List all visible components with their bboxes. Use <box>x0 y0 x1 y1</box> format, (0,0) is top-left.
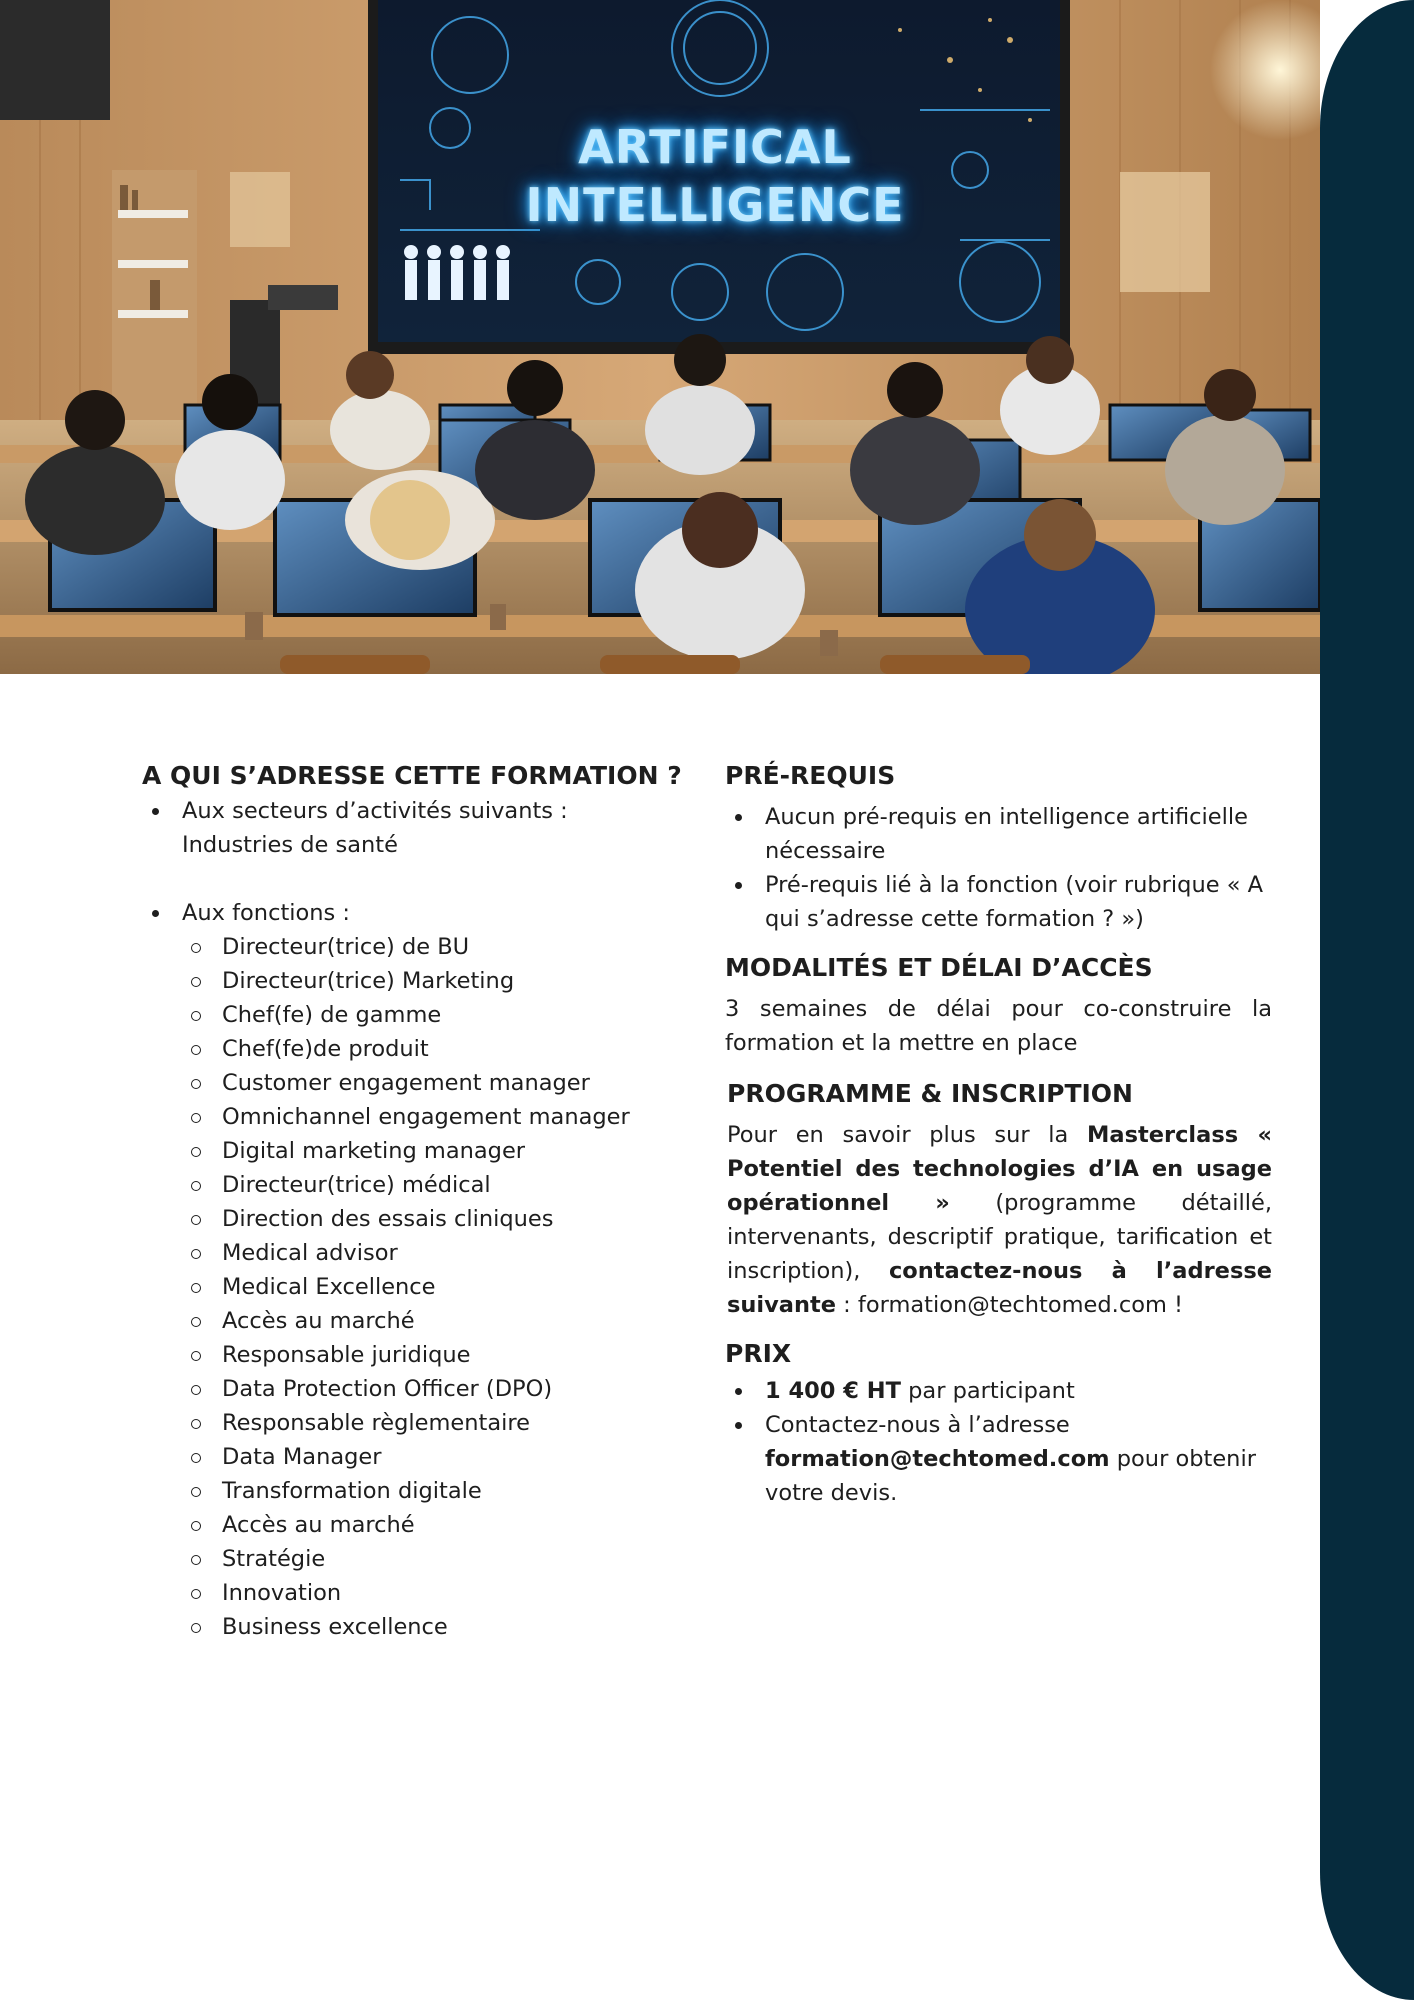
function-item: Directeur(trice) médical <box>182 1168 682 1202</box>
price-item <box>725 1374 1272 1408</box>
prerequisites-list <box>725 800 1272 936</box>
contact-email-link[interactable]: formation@techtomed.com <box>765 1446 1110 1472</box>
audience-list <box>142 794 682 862</box>
function-item: Customer engagement manager <box>182 1066 682 1100</box>
functions-item <box>142 896 682 1644</box>
price-amount: 1 400 € HT <box>765 1378 901 1404</box>
prerequisite-item: Pré-requis lié à la fonction (voir rubrique « A qui s’adresse cette formation ? ») <box>725 868 1272 936</box>
function-item: Omnichannel engagement manager <box>182 1100 682 1134</box>
price-suffix: par participant <box>900 1378 1075 1404</box>
program-text-1: Pour en savoir plus sur la <box>727 1122 1088 1148</box>
function-item: Stratégie <box>182 1542 682 1576</box>
function-item: Accès au marché <box>182 1508 682 1542</box>
details-section <box>725 762 1272 1510</box>
access-heading: MODALITÉS ET DÉLAI D’ACCÈS <box>725 953 1153 982</box>
prerequisites-heading: PRÉ-REQUIS <box>725 761 896 790</box>
program-heading: PROGRAMME & INSCRIPTION <box>727 1079 1133 1108</box>
functions-list <box>182 930 682 1644</box>
function-item: Responsable juridique <box>182 1338 682 1372</box>
quote-prefix: Contactez-nous à l’adresse <box>765 1412 1070 1438</box>
function-item: Data Protection Officer (DPO) <box>182 1372 682 1406</box>
price-heading: PRIX <box>725 1339 792 1368</box>
screen-title <box>440 118 990 234</box>
sectors-value: Industries de santé <box>182 832 398 858</box>
contact-cta: contactez-nous à l’adresse suivante <box>727 1258 1272 1318</box>
classroom-illustration <box>0 0 1320 674</box>
functions-label: Aux fonctions : <box>182 900 350 926</box>
audience-heading: A QUI S’ADRESSE CETTE FORMATION ? <box>142 761 682 790</box>
function-item: Responsable règlementaire <box>182 1406 682 1440</box>
prerequisite-item: Aucun pré-requis en intelligence artificielle nécessaire <box>725 800 1272 868</box>
function-item: Business excellence <box>182 1610 682 1644</box>
program-text-2: (programme détaillé, intervenants, descriptif pratique, tarification et inscription), <box>727 1190 1272 1284</box>
screen-title-line1: ARTIFICAL <box>578 120 852 174</box>
function-item: Medical advisor <box>182 1236 682 1270</box>
function-item: Digital marketing manager <box>182 1134 682 1168</box>
functions-list-wrapper <box>142 896 682 1644</box>
audience-section <box>142 762 682 1644</box>
function-item: Innovation <box>182 1576 682 1610</box>
function-item: Accès au marché <box>182 1304 682 1338</box>
function-item: Chef(fe) de gamme <box>182 998 682 1032</box>
quote-item <box>725 1408 1272 1510</box>
function-item: Data Manager <box>182 1440 682 1474</box>
price-list <box>725 1374 1272 1510</box>
program-text-3: : formation@techtomed.com ! <box>836 1292 1184 1318</box>
screen-title-line2: INTELLIGENCE <box>525 178 905 232</box>
program-text <box>727 1118 1272 1322</box>
quote-suffix: pour obtenir votre devis. <box>765 1446 1256 1506</box>
sectors-label: Aux secteurs d’activités suivants : <box>182 798 568 824</box>
side-ribbon <box>1320 0 1414 2000</box>
hero-image <box>0 0 1320 674</box>
function-item: Direction des essais cliniques <box>182 1202 682 1236</box>
spacer <box>142 862 682 896</box>
sectors-item <box>142 794 682 862</box>
function-item: Directeur(trice) de BU <box>182 930 682 964</box>
function-item: Chef(fe)de produit <box>182 1032 682 1066</box>
function-item: Medical Excellence <box>182 1270 682 1304</box>
function-item: Transformation digitale <box>182 1474 682 1508</box>
masterclass-name: Masterclass « Potentiel des technologies d’IA en usage opérationnel » <box>727 1122 1272 1216</box>
function-item: Directeur(trice) Marketing <box>182 964 682 998</box>
access-text: 3 semaines de délai pour co-construire la formation et la mettre en place <box>725 996 1272 1056</box>
